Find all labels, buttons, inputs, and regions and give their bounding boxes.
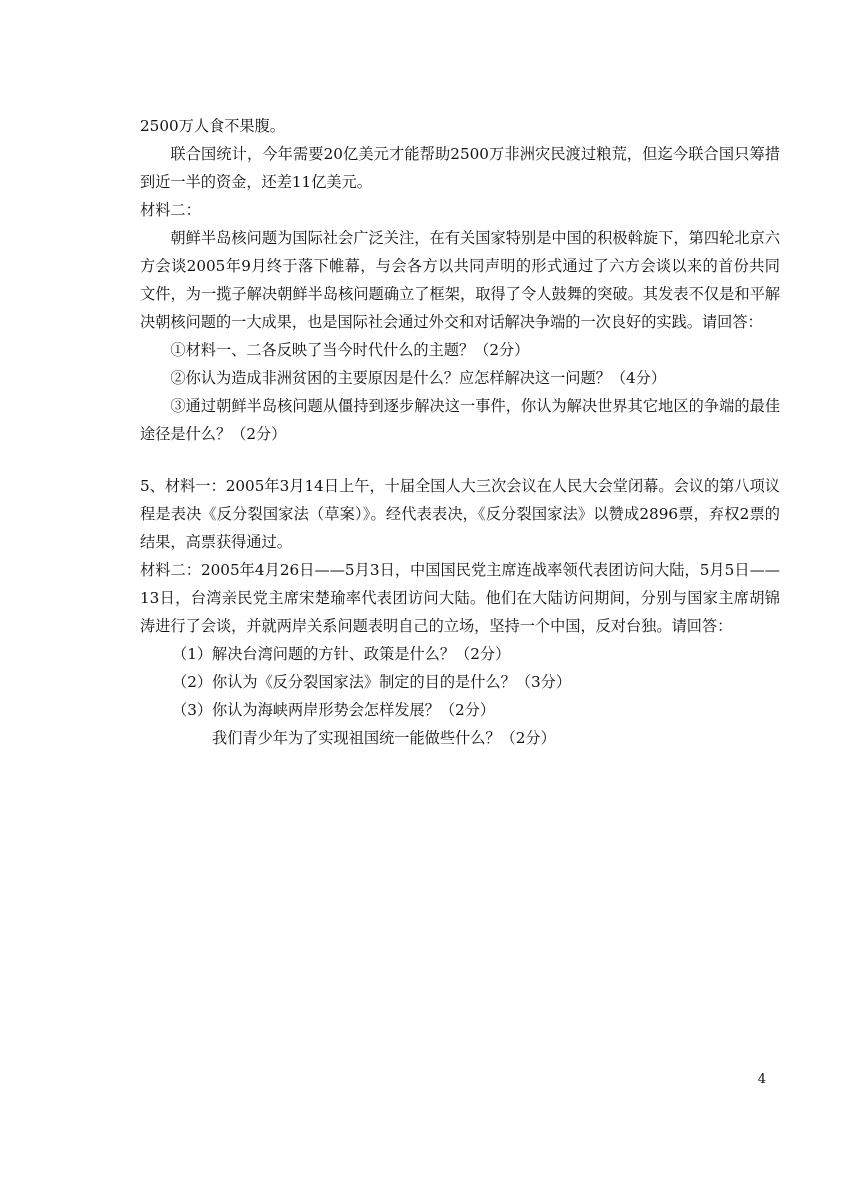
paragraph-q5-material-2: 材料二：2005年4月26日——5月3日，中国国民党主席连战率领代表团访问大陆，5月5日——13日，台湾亲民党主席宋楚瑜率代表团访问大陆。他们在大陆访问期间，分别与国家主席胡锦涛进行了会谈，并就两岸关系问题表明自己的立场，坚持一个中国，反对台独。请回答： [140,561,780,635]
paragraph-korea-nuclear: 朝鲜半岛核问题为国际社会广泛关注，在有关国家特别是中国的积极斡旋下，第四轮北京六方会谈2005年9月终于落下帷幕，与会各方以共同声明的形式通过了六方会谈以来的首份共同文件，为一揽子解决朝鲜半岛核问题确立了框架，取得了令人鼓舞的突破。其发表不仅是和平解决朝核问题的一大成果，也是国际社会通过外交和对话解决争端的一次良好的实践。请回答： [140,229,780,331]
question-5-3: （3）你认为海峡两岸形势会怎样发展？（2分） [172,701,496,719]
question-4-3: ③通过朝鲜半岛核问题从僵持到逐步解决这一事件，你认为解决世界其它地区的争端的最佳途径是什么？（2分） [140,397,780,443]
question-5-followup: 我们青少年为了实现祖国统一能做些什么？（2分） [212,729,556,747]
paragraph-continuation: 2500万人食不果腹。 [140,117,285,135]
material-2-label: 材料二： [140,201,201,219]
question-4-2: ②你认为造成非洲贫困的主要原因是什么？应怎样解决这一问题？（4分） [170,369,667,387]
paragraph-un-statistics: 联合国统计，今年需要20亿美元才能帮助2500万非洲灾民渡过粮荒，但迄今联合国只筹措到近一半的资金，还差11亿美元。 [140,145,780,191]
question-5-2: （2）你认为《反分裂国家法》制定的目的是什么？（3分） [172,673,572,691]
page-number: 4 [757,1072,766,1087]
question-5-1: （1）解决台湾问题的方针、政策是什么？（2分） [172,645,511,663]
question-4-1: ①材料一、二各反映了当今时代什么的主题？（2分） [170,341,530,359]
document-body [140,112,780,752]
section-spacer [140,448,780,472]
paragraph-q5-material-1: 5、材料一：2005年3月14日上午，十届全国人大三次会议在人民大会堂闭幕。会议的第八项议程是表决《反分裂国家法（草案）》。经代表表决，《反分裂国家法》以赞成2896票，弃权2票的结果，高票获得通过。 [140,477,780,551]
